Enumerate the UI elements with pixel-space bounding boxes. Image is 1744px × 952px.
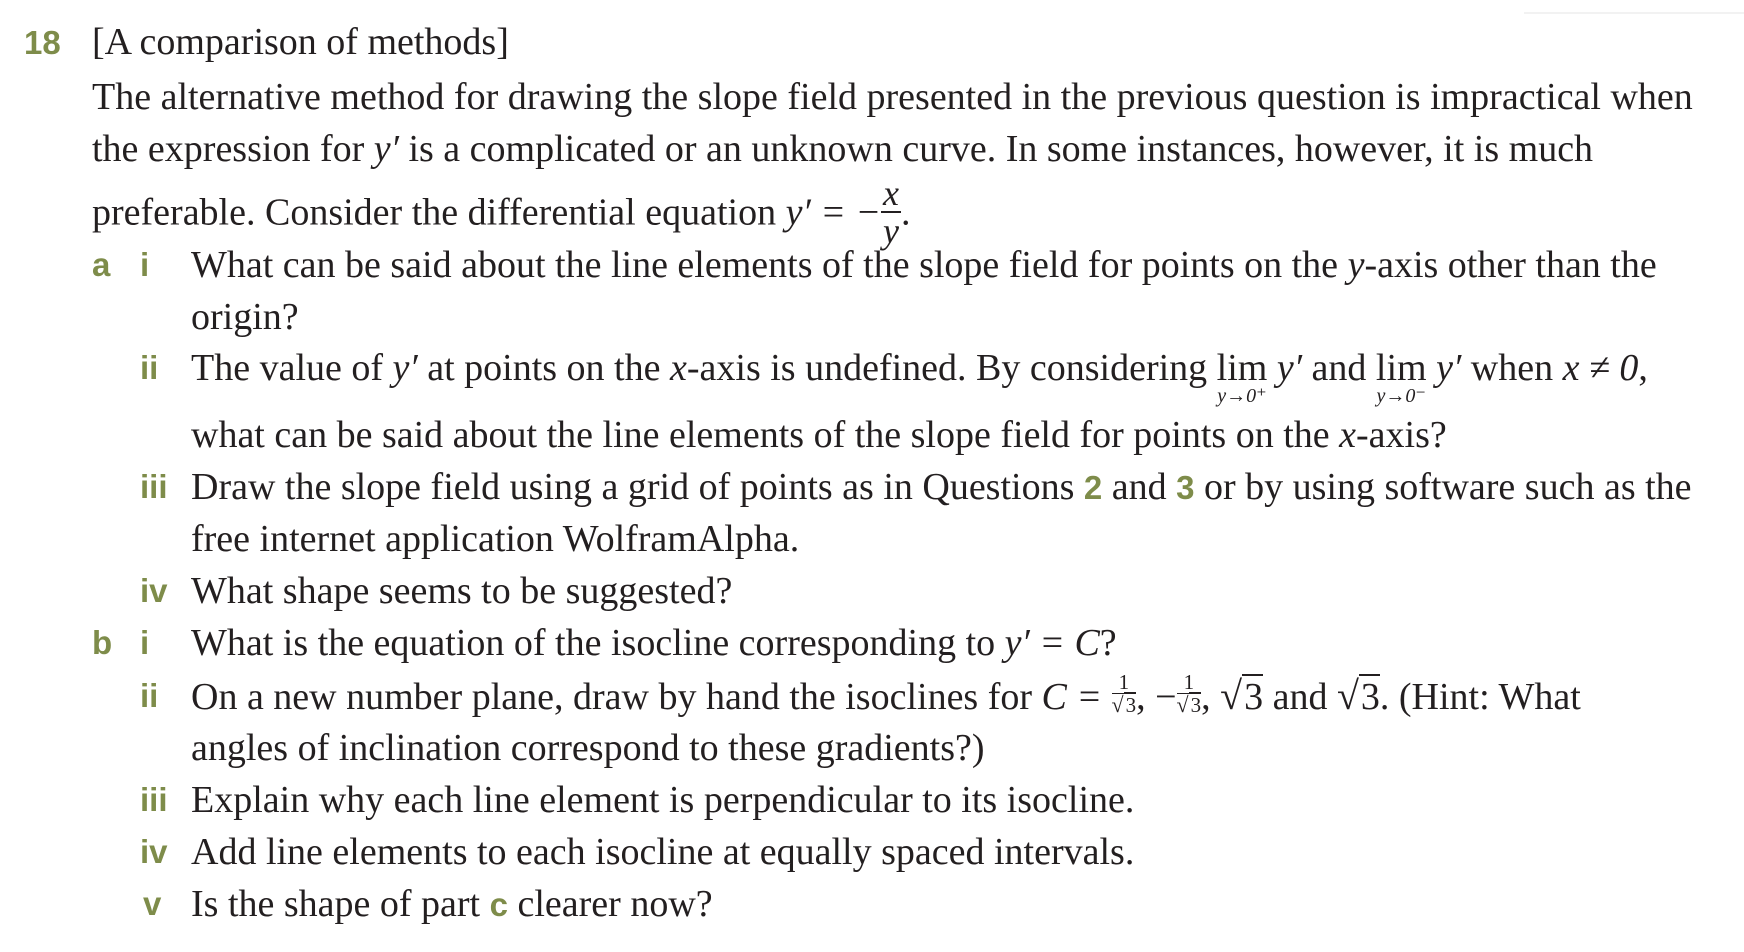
question-number: 18 xyxy=(24,24,61,61)
part-a-ii-label: ii xyxy=(140,349,159,386)
part-a-label: a xyxy=(92,246,111,283)
top-right-rule xyxy=(1524,12,1744,14)
question-title: [A comparison of methods] xyxy=(92,21,509,63)
part-b-ii-line-2: angles of inclination correspond to these gradients?) xyxy=(191,727,985,769)
part-a-iv-label: iv xyxy=(140,572,168,609)
part-ref-c: c xyxy=(489,886,508,923)
part-b-iv-label: iv xyxy=(140,833,168,870)
equation-lhs: y′ = − xyxy=(785,191,882,234)
part-a-iii-line-1: Draw the slope field using a grid of points as in Questions 2 and 3 or by using software such as the xyxy=(191,466,1692,508)
part-a-i-label: i xyxy=(140,246,150,283)
part-b-iii-label: iii xyxy=(140,781,168,818)
part-b-label: b xyxy=(92,624,113,661)
part-a-iii-line-2: free internet application WolframAlpha. xyxy=(191,518,800,560)
var-y-prime: y′ xyxy=(373,128,399,170)
part-a-ii-line-2: what can be said about the line elements of the slope field for points on the x-axis? xyxy=(191,414,1447,456)
question-ref-3: 3 xyxy=(1176,469,1195,506)
part-a-iii-label: iii xyxy=(140,468,168,505)
part-a-i-line-1: What can be said about the line elements of the slope field for points on the y-axis other than the xyxy=(191,244,1657,286)
fraction-x-over-y: $\frac{x}{y}$ xyxy=(883,173,900,251)
sqrt-3-b: √3 xyxy=(1336,673,1380,718)
fraction-1-over-root-3: $\frac{1}{√3}$ xyxy=(1111,670,1137,718)
intro-line-1: The alternative method for drawing the slope field presented in the previous question is impractical when xyxy=(92,76,1693,118)
part-b-iii-line-1: Explain why each line element is perpendicular to its isocline. xyxy=(191,779,1135,821)
intro-line-3: preferable. Consider the differential equation y′ = − $\frac{x}{y}$ . xyxy=(92,173,911,251)
part-b-ii-label: ii xyxy=(140,677,159,714)
part-a-ii-line-1: The value of y′ at points on the x-axis is undefined. By considering lim y→0⁺ y′ and lim y→0⁻ y′ when x ≠ 0, xyxy=(191,347,1648,407)
question-ref-2: 2 xyxy=(1083,469,1103,506)
fraction-neg-1-over-root-3: $\frac{1}{√3}$ xyxy=(1176,670,1202,718)
part-a-i-line-2: origin? xyxy=(191,296,299,338)
part-a-iv-line-1: What shape seems to be suggested? xyxy=(191,570,733,612)
limit-y-to-0-plus: lim y→0⁺ xyxy=(1216,347,1268,407)
part-b-i-label: i xyxy=(140,624,150,661)
part-b-ii-line-1: On a new number plane, draw by hand the isoclines for C = $\frac{1}{√3}$ , − $\frac{1}{√3}$ , √3 and √3. (Hint: What xyxy=(191,670,1581,718)
intro-line-2: the expression for y′ is a complicated or an unknown curve. In some instances, however, it is much xyxy=(92,128,1594,170)
part-b-v-line-1: Is the shape of part c clearer now? xyxy=(191,883,713,925)
part-b-v-label: v xyxy=(143,885,162,922)
part-b-i-line-1: What is the equation of the isocline corresponding to y′ = C? xyxy=(191,622,1117,664)
limit-y-to-0-minus: lim y→0⁻ xyxy=(1375,347,1427,407)
sqrt-3-a: √3 xyxy=(1220,673,1264,718)
part-b-iv-line-1: Add line elements to each isocline at equally spaced intervals. xyxy=(191,831,1135,873)
